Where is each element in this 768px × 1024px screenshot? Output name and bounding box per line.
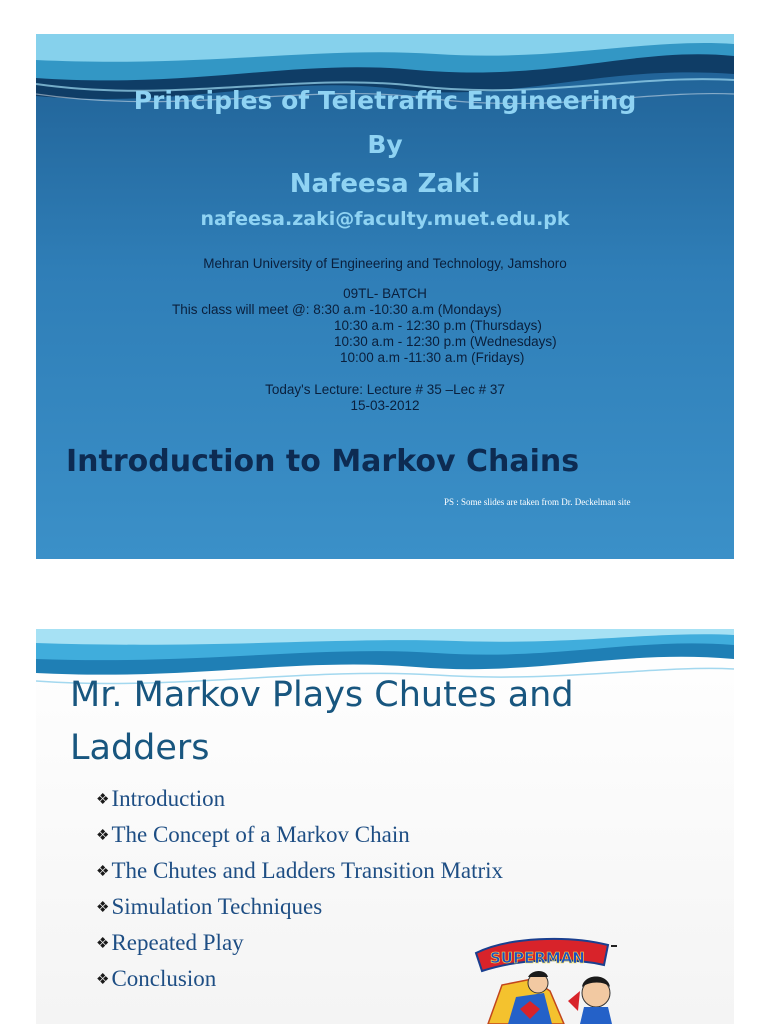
source-note: PS : Some slides are taken from Dr. Deckelman site — [444, 497, 631, 507]
list-item: ❖Repeated Play — [96, 930, 244, 955]
list-item: ❖Conclusion — [96, 966, 217, 991]
lecture-date: 15-03-2012 — [350, 398, 420, 413]
schedule-line: 10:30 a.m - 12:30 p.m (Wednesdays) — [334, 334, 557, 349]
list-item: ❖Introduction — [96, 786, 226, 811]
diamond-bullet-icon: ❖ — [96, 828, 110, 844]
schedule-line: 10:30 a.m - 12:30 p.m (Thursdays) — [334, 318, 542, 333]
diamond-bullet-icon: ❖ — [96, 792, 110, 808]
university-name: Mehran University of Engineering and Technology, Jamshoro — [203, 256, 567, 271]
batch-label: 09TL- BATCH — [343, 286, 427, 301]
author-email: nafeesa.zaki@faculty.muet.edu.pk — [200, 208, 570, 230]
diamond-bullet-icon: ❖ — [96, 900, 110, 916]
topic-list — [96, 781, 503, 997]
svg-text:SUPERMAN: SUPERMAN — [490, 949, 585, 967]
slide-1 — [36, 34, 734, 559]
by-label: By — [367, 130, 403, 159]
author-name: Nafeesa Zaki — [289, 169, 481, 199]
schedule-line: 10:00 a.m -11:30 a.m (Fridays) — [340, 350, 525, 365]
slide-title: Mr. Markov Plays Chutes and Ladders — [70, 675, 574, 768]
diamond-bullet-icon: ❖ — [96, 936, 110, 952]
list-item: ❖Simulation Techniques — [96, 894, 323, 919]
list-item: ❖The Chutes and Ladders Transition Matrix — [96, 858, 504, 883]
diamond-bullet-icon: ❖ — [96, 864, 110, 880]
diamond-bullet-icon: ❖ — [96, 972, 110, 988]
list-item: ❖The Concept of a Markov Chain — [96, 822, 410, 847]
superman-clipart-icon — [468, 931, 618, 1024]
lecture-label: Today's Lecture: Lecture # 35 –Lec # 37 — [265, 382, 505, 397]
schedule-line: This class will meet @: 8:30 a.m -10:30 a.m (Mondays) — [172, 302, 502, 317]
lecture-topic: Introduction to Markov Chains — [66, 444, 580, 479]
presentation-title: Principles of Teletraffic Engineering — [133, 86, 637, 115]
slide-2 — [36, 629, 734, 1024]
